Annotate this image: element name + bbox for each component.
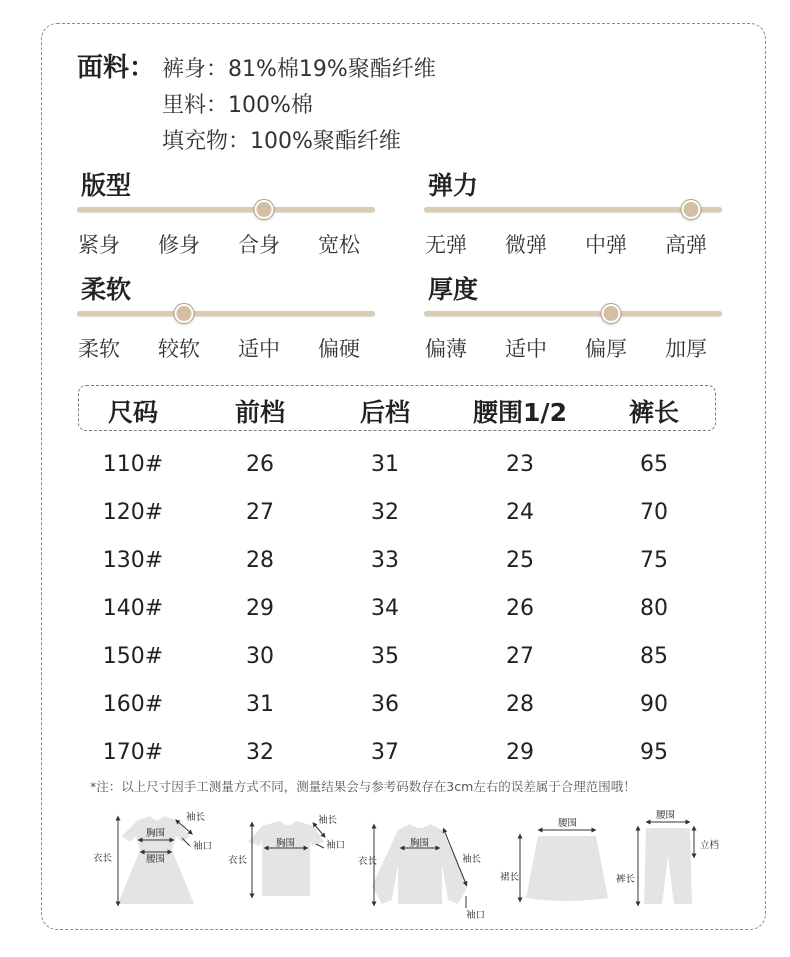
- skirt-diagram: [500, 818, 608, 901]
- scale-title: 版型: [81, 171, 132, 200]
- scale-option: 宽松: [318, 233, 360, 257]
- scale-track: [77, 311, 375, 316]
- scale-title: 厚度: [428, 275, 479, 304]
- scale-title: 柔软: [81, 275, 132, 304]
- fabric-line-lining: 里料：100%棉: [162, 93, 313, 118]
- sweater-silhouette: [372, 824, 468, 904]
- cell-size: 120#: [102, 500, 164, 525]
- dress-sleeve-label: 袖长: [186, 812, 206, 823]
- table-row: [0, 548, 790, 578]
- scale-option: 适中: [238, 337, 280, 361]
- cell-half-waist: 23: [506, 452, 534, 477]
- cell-back-rise: 33: [371, 548, 399, 573]
- sweater-cuff-label: 袖口: [466, 910, 486, 921]
- cell-half-waist: 24: [506, 500, 534, 525]
- scale-option: 中弹: [585, 233, 627, 257]
- cell-size: 110#: [102, 452, 164, 477]
- table-row: [0, 692, 790, 722]
- scale-option: 适中: [505, 337, 547, 361]
- skirt-silhouette: [526, 836, 608, 901]
- skirt-waist-label: 腰围: [558, 818, 578, 829]
- dress-chest-label: 胸围: [146, 828, 166, 839]
- sweater-length-label: 衣长: [358, 856, 378, 867]
- pants-length-label: 裤长: [616, 874, 636, 885]
- cell-back-rise: 37: [371, 740, 399, 765]
- cell-front-rise: 32: [246, 740, 274, 765]
- dress-waist-label: 腰围: [146, 854, 166, 865]
- cell-pants-length: 85: [640, 644, 668, 669]
- scale-thickness: [424, 270, 724, 390]
- scale-option: 合身: [238, 233, 280, 257]
- sweater-chest-label: 胸围: [410, 838, 430, 849]
- cell-size: 130#: [102, 548, 164, 573]
- measurement-diagrams: [0, 800, 790, 925]
- tshirt-cuff-line: [316, 844, 324, 848]
- scale-option: 加厚: [665, 337, 707, 361]
- scale-option: 偏硬: [318, 337, 360, 361]
- cell-pants-length: 65: [640, 452, 668, 477]
- scale-option: 无弹: [425, 233, 467, 257]
- cell-size: 160#: [102, 692, 164, 717]
- cell-half-waist: 28: [506, 692, 534, 717]
- cell-front-rise: 31: [246, 692, 274, 717]
- cell-front-rise: 26: [246, 452, 274, 477]
- scale-option: 偏厚: [585, 337, 627, 361]
- cell-size: 140#: [102, 596, 164, 621]
- cell-pants-length: 95: [640, 740, 668, 765]
- tshirt-length-label: 衣长: [228, 855, 248, 866]
- tshirt-chest-label: 胸围: [276, 838, 296, 849]
- pants-rise-label: 立档: [700, 840, 720, 851]
- fabric-label: 面料：: [77, 53, 156, 83]
- cell-front-rise: 29: [246, 596, 274, 621]
- cell-pants-length: 70: [640, 500, 668, 525]
- scale-elasticity: [424, 166, 724, 286]
- scale-track: [77, 207, 375, 212]
- cell-back-rise: 32: [371, 500, 399, 525]
- cell-back-rise: 36: [371, 692, 399, 717]
- header-size: 尺码: [107, 398, 159, 427]
- scale-knob[interactable]: [682, 200, 701, 219]
- fabric-line-filling: 填充物：100%聚酯纤维: [162, 129, 401, 154]
- dress-cuff-line: [182, 838, 190, 846]
- cell-pants-length: 75: [640, 548, 668, 573]
- scale-track: [424, 207, 722, 212]
- tshirt-diagram: [228, 814, 345, 896]
- cell-pants-length: 80: [640, 596, 668, 621]
- cell-half-waist: 25: [506, 548, 534, 573]
- header-half-waist: 腰围1/2: [473, 398, 567, 427]
- cell-front-rise: 28: [246, 548, 274, 573]
- header-back-rise: 后档: [359, 398, 411, 427]
- scale-option: 微弹: [505, 233, 547, 257]
- scale-option: 紧身: [78, 233, 120, 257]
- cell-size: 170#: [102, 740, 164, 765]
- dress-length-label: 衣长: [93, 853, 113, 864]
- dress-diagram: [93, 811, 212, 904]
- cell-front-rise: 30: [246, 644, 274, 669]
- pants-diagram: [616, 810, 720, 904]
- tshirt-silhouette: [248, 821, 324, 896]
- tshirt-sleeve-label: 袖长: [318, 815, 338, 826]
- table-row: [0, 740, 790, 770]
- scale-softness: [77, 270, 377, 390]
- table-row: [0, 596, 790, 626]
- scale-option: 偏薄: [425, 337, 467, 361]
- scale-option: 较软: [158, 337, 200, 361]
- scale-option: 高弹: [665, 233, 707, 257]
- dress-cuff-label: 袖口: [193, 841, 213, 852]
- pants-waist-label: 腰围: [656, 810, 676, 821]
- skirt-length-label: 裙长: [500, 872, 520, 883]
- cell-back-rise: 35: [371, 644, 399, 669]
- cell-pants-length: 90: [640, 692, 668, 717]
- scale-option: 柔软: [78, 337, 120, 361]
- header-front-rise: 前档: [234, 398, 286, 427]
- scale-knob[interactable]: [175, 304, 194, 323]
- header-pants-length: 裤长: [628, 398, 680, 427]
- scale-track: [424, 311, 722, 316]
- cell-half-waist: 29: [506, 740, 534, 765]
- scale-fit: [77, 166, 377, 286]
- measurement-note: *注：以上尺寸因手工测量方式不同，测量结果会与参考码数存在3cm左右的误差属于合理范围哦！: [90, 779, 636, 794]
- cell-half-waist: 26: [506, 596, 534, 621]
- pants-silhouette: [644, 828, 692, 904]
- scale-knob[interactable]: [255, 200, 274, 219]
- cell-back-rise: 31: [371, 452, 399, 477]
- table-row: [0, 452, 790, 482]
- scale-title: 弹力: [428, 171, 479, 200]
- table-row: [0, 500, 790, 530]
- cell-half-waist: 27: [506, 644, 534, 669]
- fabric-line-body: 裤身：81%棉19%聚酯纤维: [162, 57, 436, 82]
- cell-size: 150#: [102, 644, 164, 669]
- table-row: [0, 644, 790, 674]
- sweater-sleeve-label: 袖长: [462, 854, 482, 865]
- cell-front-rise: 27: [246, 500, 274, 525]
- scale-option: 修身: [158, 233, 200, 257]
- tshirt-cuff-label: 袖口: [326, 840, 346, 851]
- sweater-diagram: [358, 824, 485, 921]
- scale-knob[interactable]: [602, 304, 621, 323]
- cell-back-rise: 34: [371, 596, 399, 621]
